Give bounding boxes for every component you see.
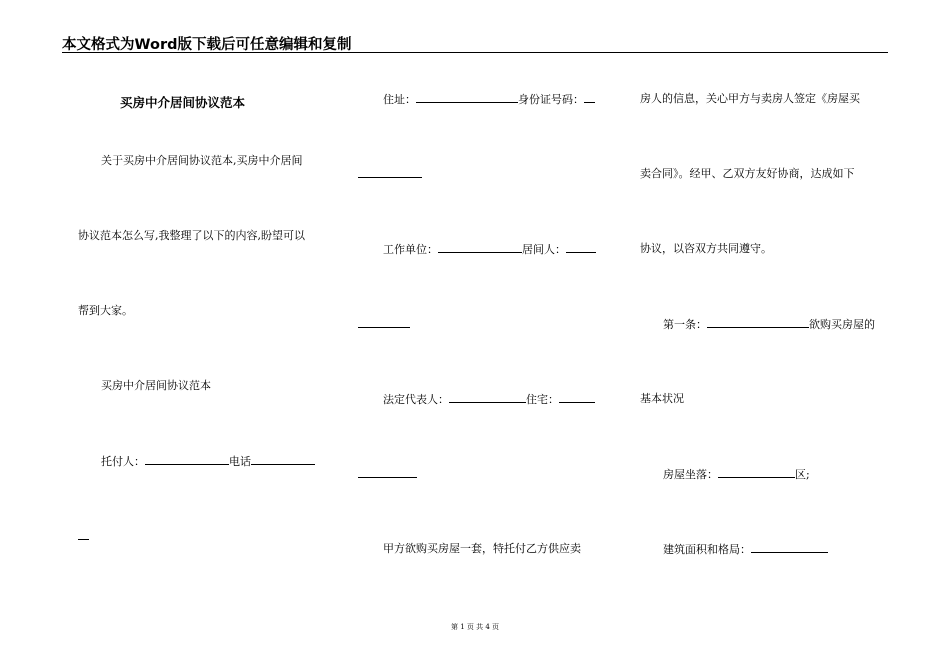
client-blank <box>145 454 229 465</box>
residence-blank <box>559 392 595 403</box>
id-continuation <box>358 167 422 182</box>
intro-line-3: 帮到大家。 <box>78 304 133 317</box>
location-line <box>663 467 810 482</box>
work-blank <box>438 242 522 253</box>
phone-continuation <box>78 529 89 544</box>
agent-blank <box>566 242 596 253</box>
article-1-blank <box>707 317 809 328</box>
legal-rep-line <box>383 392 595 407</box>
document-title: 买房中介居间协议范本 <box>120 95 246 110</box>
intro-line-2: 协议范本怎么写,我整理了以下的内容,盼望可以 <box>78 229 305 242</box>
client-line <box>101 454 315 469</box>
client-label: 托付人： <box>101 455 145 468</box>
address-label: 住址： <box>383 93 416 106</box>
area-blank <box>751 542 828 553</box>
article-1-line <box>663 317 875 332</box>
page-footer: 第 1 页 共 4 页 <box>450 623 500 631</box>
id-blank <box>584 92 595 103</box>
purpose-line-1: 房人的信息，关心甲方与卖房人签定《房屋买 <box>640 92 860 105</box>
agent-blank-continued <box>358 317 410 328</box>
address-blank <box>416 92 518 103</box>
agent-label: 居间人： <box>522 243 566 256</box>
work-label: 工作单位： <box>383 243 438 256</box>
area-line <box>663 542 828 557</box>
article-1-suffix: 欲购买房屋的 <box>809 318 875 331</box>
article-1-label: 第一条： <box>663 318 707 331</box>
legal-rep-label: 法定代表人： <box>383 393 449 406</box>
address-line <box>383 92 595 107</box>
document-banner: 本文格式为Word版下载后可任意编辑和复制 <box>62 37 352 53</box>
purpose-line-3: 协议，以咨双方共同遵守。 <box>640 242 772 255</box>
location-blank <box>718 467 795 478</box>
intro-line-1: 关于买房中介居间协议范本,买房中介居间 <box>101 154 303 167</box>
residence-label: 住宅： <box>526 393 559 406</box>
id-label: 身份证号码： <box>518 93 584 106</box>
district-label: 区; <box>795 468 810 481</box>
phone-blank-continued <box>78 529 89 540</box>
area-label: 建筑面积和格局： <box>663 543 751 556</box>
residence-continuation <box>358 467 417 482</box>
location-label: 房屋坐落： <box>663 468 718 481</box>
id-blank-continued <box>358 167 422 178</box>
agent-continuation <box>358 317 410 332</box>
basic-status-heading: 基本状况 <box>640 392 684 405</box>
phone-label: 电话 <box>229 455 251 468</box>
purpose-line-2: 卖合同》。经甲、乙双方友好协商，达成如下 <box>640 167 855 180</box>
phone-blank <box>251 454 315 465</box>
banner-divider <box>62 52 888 53</box>
legal-rep-blank <box>449 392 526 403</box>
purpose-paragraph-start: 甲方欲购买房屋一套，特托付乙方供应卖 <box>383 542 581 555</box>
subtitle: 买房中介居间协议范本 <box>101 379 211 392</box>
work-line <box>383 242 596 257</box>
residence-blank-continued <box>358 467 417 478</box>
